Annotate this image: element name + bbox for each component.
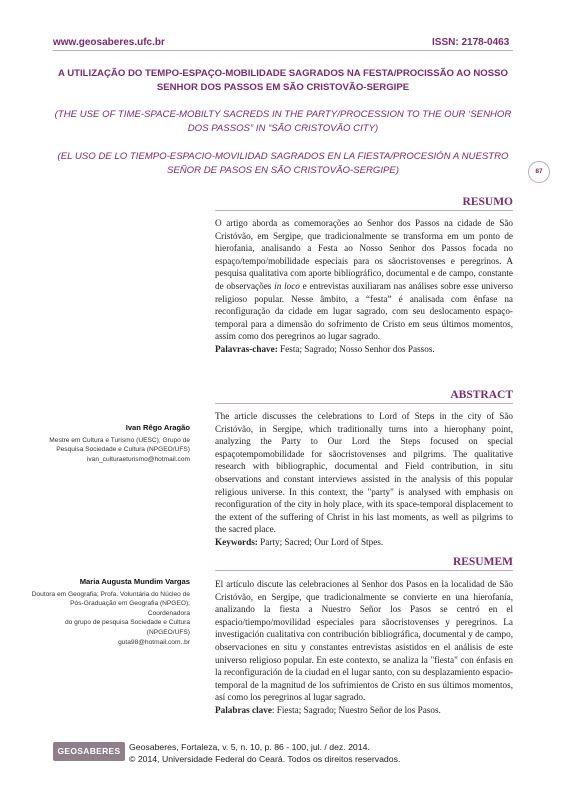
author-affiliation: Pesquisa Sociedade e Cultura (NPGEO/UFS) bbox=[56, 446, 190, 454]
resumen-text: El artículo discute las celebraciones al Senhor dos Pasos en la localidad de São Cristóvão, en Sergipe, que tradicionalmente se convierte en una hierofanía, analizando la fiesta a Nuestro Señor los Pasos se centró en el espacio/tiempo/movilidad especiales para sãocristovenses y peregrinos. La investigación cualitativa con contribución bibliográfica, documental y de campo, observaciones en situ y constantes entrevistas asistidos en el análisis de este universo religioso popular. En este contexto, se analiza la "fiesta" con énfasis en la reconfiguración de la ciudad en el lugar santo, con su desplazamiento espacio-temporal de la magnitud de los sufrimientos de Cristo en sus últimos momentos, así como los peregrinos al lugar sagrado. bbox=[215, 579, 513, 703]
abstract-body bbox=[215, 410, 513, 549]
abstract-heading: ABSTRACT bbox=[215, 389, 513, 404]
resumen-body bbox=[215, 578, 513, 717]
author-affiliation: Mestre em Cultura e Turismo (UESC); Grupo de bbox=[49, 436, 190, 444]
author-affiliation: do grupo de pesquisa Sociedade e Cultura bbox=[64, 619, 190, 627]
footer-line-citation: Geosaberes, Fortaleza, v. 5, n. 10, p. 86 - 100, jul. / dez. 2014. bbox=[129, 742, 370, 752]
author-email[interactable]: ivan_culturaeturismo@hotmail.com bbox=[86, 455, 190, 463]
resumo-keywords: Palavras-chave: Festa; Sagrado; Nosso Senhor dos Passos. bbox=[215, 343, 435, 354]
author-name: Ivan Rêgo Aragão bbox=[125, 423, 190, 432]
author-affiliation: Doutora em Geografia; Profa. Voluntária do Núcleo de bbox=[31, 590, 190, 598]
author-email[interactable]: guta98@hotmail.com..br bbox=[118, 638, 190, 646]
resumo-heading: RESUMO bbox=[215, 196, 513, 211]
site-url[interactable]: www.geosaberes.ufc.br bbox=[53, 37, 165, 48]
footer-line-copyright: © 2014, Universidade Federal do Ceará. Todos os direitos reservados. bbox=[129, 754, 401, 764]
abstract-text: The article discusses the celebrations to Lord of Steps in the city of São Cristóvão, in Sergipe, which traditionally turns into a hierophany point, analyzing the Party to Our Lord the Steps focused on special espaçotempomobilidade for sãocristovenses and pilgrims. The qualitative research with bibliographic, documental and Field contribution, in situ observations and constant interviews assisted in the analysis of this popular religious universe. In this context, the "party" is analysed with emphasis on reconfiguration of the city in holy place, with its space-temporal displacement to the extent of the suffering of Christ in his last moments, as well as pilgrims to the sacred place. bbox=[215, 411, 513, 535]
resumo-text: O artigo aborda as comemorações ao Senhor dos Passos na cidade de São Cristóvão, em Sergipe, que tradicionalmente se transforma em um ponto de hierofania, analisando a Festa ao Nosso Senhor dos Passos focada no espaço/tempo/mobilidade especiais para os sãocristovenses e peregrinos. A pesquisa qualitativa com aporte bibliográfico, documental e de campo, constante de observações in loco e entrevistas auxiliaram nas análises sobre esse universo religioso popular. Nesse âmbito, a “festa” é analisada com ênfase na reconfiguração da cidade em lugar sagrado, com seu deslocamento espaço-temporal para a dimensão do sofrimento de Cristo em seus últimos momentos, assim como dos peregrinos ao lugar sagrado. bbox=[215, 218, 513, 342]
author-aragao bbox=[30, 423, 190, 464]
resumen-keywords: Palabras clave: Fiesta; Sagrado; Nuestro Señor de los Pasos. bbox=[215, 704, 441, 715]
resumen-heading: RESUMEM bbox=[215, 556, 513, 571]
author-affiliation: (NPGEO/UFS) bbox=[146, 628, 190, 636]
footer-citation bbox=[129, 741, 400, 765]
title-spanish: (EL USO DE LO TIEMPO-ESPACIO-MOVILIDAD SAGRADOS EN LA FIESTA/PROCESIÓN A NUESTRO SEÑOR DE PASOS EN SÃO CRISTOVÃO-SERGIPE) bbox=[57, 151, 509, 176]
abstract-keywords: Keywords: Party; Sacred; Our Lord of Stpes. bbox=[215, 536, 384, 547]
issn: ISSN: 2178-0463 bbox=[432, 37, 510, 48]
author-affiliation: Pós-Graduação em Geografia (NPGEO); Coordenadora bbox=[70, 600, 190, 617]
resumo-body bbox=[215, 217, 513, 356]
author-name: Maria Augusta Mundim Vargas bbox=[79, 577, 190, 586]
page-number: 87 bbox=[528, 161, 550, 183]
header-divider bbox=[53, 50, 513, 51]
title-portuguese: A UTILIZAÇÃO DO TEMPO-ESPAÇO-MOBILIDADE SAGRADOS NA FESTA/PROCISSÃO AO NOSSO SENHOR DOS PASSOS EM SÃO CRISTOVÃO-SERGIPE bbox=[57, 68, 509, 93]
geosaberes-logo: GEOSABERES bbox=[53, 742, 125, 761]
title-english: (THE USE OF TIME-SPACE-MOBILTY SACREDS IN THE PARTY/PROCESSION TO THE OUR ‘SENHOR DOS PASSOS” IN “SÃO CRISTOVÃO CITY) bbox=[54, 109, 512, 134]
author-vargas bbox=[30, 577, 190, 647]
